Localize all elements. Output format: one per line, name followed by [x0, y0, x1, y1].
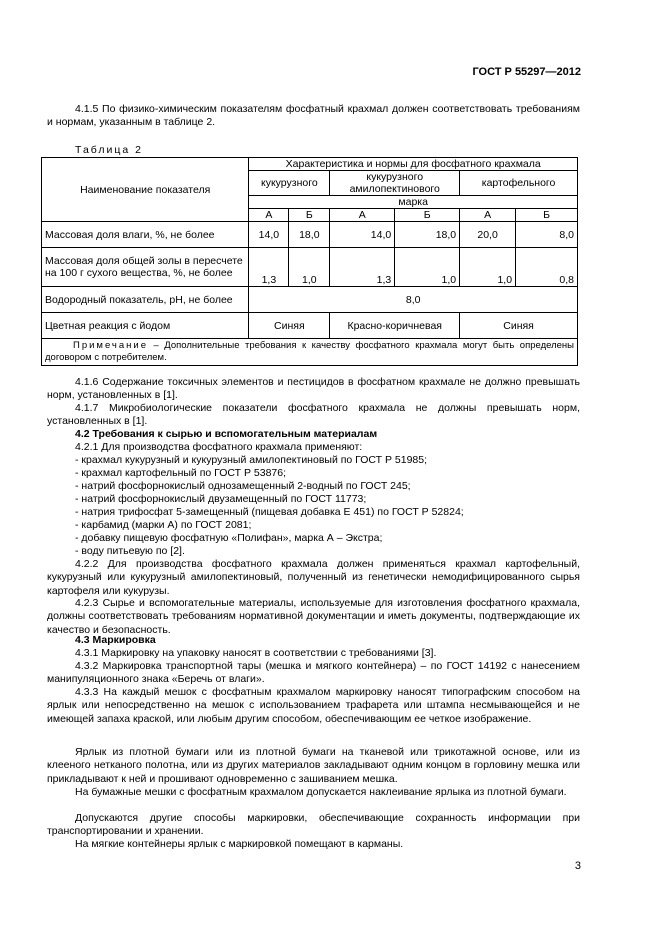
value-cell: 8,0: [516, 222, 578, 248]
row-name-moisture: Массовая доля влаги, %, не более: [42, 222, 249, 248]
grade-cell: Б: [516, 209, 578, 222]
paragraph-label: Ярлык из плотной бумаги или из плотной бумаги на тканевой или трикотажной основе, или из клееного нетканого полотна, или из других материалов закладывают одним концом в горловину мешка или прикладывают к ней и прошивают одновременно с зашиванием мешка.: [47, 746, 580, 785]
table-2: [41, 157, 578, 366]
value-cell: 1,0: [460, 248, 516, 287]
paragraph-4-1-6: 4.1.6 Содержание токсичных элементов и пестицидов в фосфатном крахмале не должно превышать норм, установленных в [1].: [47, 376, 580, 402]
page-number: 3: [574, 860, 581, 872]
param-column-header: Наименование показателя: [42, 158, 249, 222]
paragraph-4-1-7: 4.1.7 Микробиологические показатели фосфатного крахмала не должны превышать норм, установленных в [1].: [47, 402, 580, 428]
row-name-ash: Массовая доля общей золы в пересчете на 100 г сухого вещества, %, не более: [42, 248, 249, 287]
section-4-3-title: 4.3 Маркировка: [75, 634, 156, 646]
value-cell: 1,0: [395, 248, 460, 287]
value-cell: Синяя: [460, 313, 578, 339]
grade-cell: А: [249, 209, 289, 222]
grade-cell: Б: [289, 209, 330, 222]
material-item: - карбамид (марки А) по ГОСТ 2081;: [75, 519, 252, 531]
section-4-2-title: 4.2 Требования к сырью и вспомогательным материалам: [75, 428, 378, 440]
value-cell: Синяя: [249, 313, 330, 339]
material-item: - крахмал картофельный по ГОСТ Р 53876;: [75, 467, 287, 479]
row-name-ph: Водородный показатель, рН, не более: [42, 287, 249, 313]
paragraph-4-3-3: 4.3.3 На каждый мешок с фосфатным крахмалом маркировку наносят типографским способом на ярлык или непосредственно на мешок с использованием трафарета или штампа несмывающейся и не имеющей запаха краской, или любым другим способом, обеспечивающим ее четкое изображение.: [47, 686, 580, 725]
material-item: - воду питьевую по [2].: [75, 545, 185, 557]
document-header: ГОСТ Р 55297—2012: [472, 66, 581, 78]
material-item: - натрий фосфорнокислый однозамещенный 2-водный по ГОСТ 245;: [75, 480, 411, 492]
grade-cell: А: [460, 209, 516, 222]
value-cell: 1,3: [249, 248, 289, 287]
row-name-iodine: Цветная реакция с йодом: [42, 313, 249, 339]
value-cell: 18,0: [395, 222, 460, 248]
material-item: - натрий фосфорнокислый двузамещенный по ГОСТ 11773;: [75, 493, 367, 505]
paragraph-4-3-2: 4.3.2 Маркировка транспортной тары (мешка и мягкого контейнера) – по ГОСТ 14192 с нанесением манипуляционного знака «Беречь от влаги».: [47, 660, 580, 686]
paragraph-4-3-1: 4.3.1 Маркировку на упаковку наносят в соответствии с требованиями [3].: [75, 647, 437, 659]
starch-corn-header: кукурузного: [249, 171, 330, 196]
value-cell: Красно-коричневая: [330, 313, 460, 339]
note-text: – Дополнительные требования к качеству фосфатного крахмала могут быть определены договором с потребителем.: [45, 340, 574, 363]
value-cell: 14,0: [330, 222, 395, 248]
paragraph-soft-containers: На мягкие контейнеры ярлык с маркировкой помещают в карманы.: [75, 838, 404, 850]
value-cell: 18,0: [289, 222, 330, 248]
material-item: - натрия трифосфат 5-замещенный (пищевая добавка Е 451) по ГОСТ Р 52824;: [75, 506, 464, 518]
grade-cell: Б: [395, 209, 460, 222]
note-label: Примечание: [73, 340, 148, 351]
starch-amylopectin-header: кукурузного амилопектинового: [330, 171, 460, 196]
paragraph-other-methods: Допускаются другие способы маркировки, обеспечивающие сохранность информации при транспортировании и хранении.: [47, 812, 580, 838]
value-cell: 8,0: [249, 287, 578, 313]
paragraph-4-2-3: 4.2.3 Сырье и вспомогательные материалы, используемые для изготовления фосфатного крахмала, должны соответствовать требованиям нормативной документации и иметь документы, подтверждающие их качество и безопасность.: [47, 597, 580, 636]
material-item: - добавку пищевую фосфатную «Полифан», марка А – Экстра;: [75, 532, 383, 544]
value-cell: 0,8: [516, 248, 578, 287]
grade-cell: А: [330, 209, 395, 222]
paragraph-4-2-1: 4.2.1 Для производства фосфатного крахмала применяют:: [75, 441, 363, 453]
table-note: [42, 339, 578, 366]
value-cell: 14,0: [249, 222, 289, 248]
paragraph-4-1-5: 4.1.5 По физико-химическим показателям фосфатный крахмал должен соответствовать требованиям и нормам, указанным в таблице 2.: [47, 103, 580, 129]
value-cell: 20,0: [460, 222, 516, 248]
value-cell: 1,3: [330, 248, 395, 287]
table-caption: Таблица 2: [75, 144, 143, 156]
paragraph-4-2-2: 4.2.2 Для производства фосфатного крахмала должен применяться крахмал картофельный, кукурузный или кукурузный амилопектиновый, полученный из генетически немодифицированного сырья картофеля или кукурузы.: [47, 558, 580, 597]
material-item: - крахмал кукурузный и кукурузный амилопектиновый по ГОСТ Р 51985;: [75, 454, 428, 466]
value-cell: 1,0: [289, 248, 330, 287]
paragraph-paper-bags: На бумажные мешки с фосфатным крахмалом допускается наклеивание ярлыка из плотной бумаги.: [75, 786, 567, 798]
grade-label: марка: [249, 196, 578, 209]
group-header: Характеристика и нормы для фосфатного крахмала: [249, 158, 578, 171]
starch-potato-header: картофельного: [460, 171, 578, 196]
